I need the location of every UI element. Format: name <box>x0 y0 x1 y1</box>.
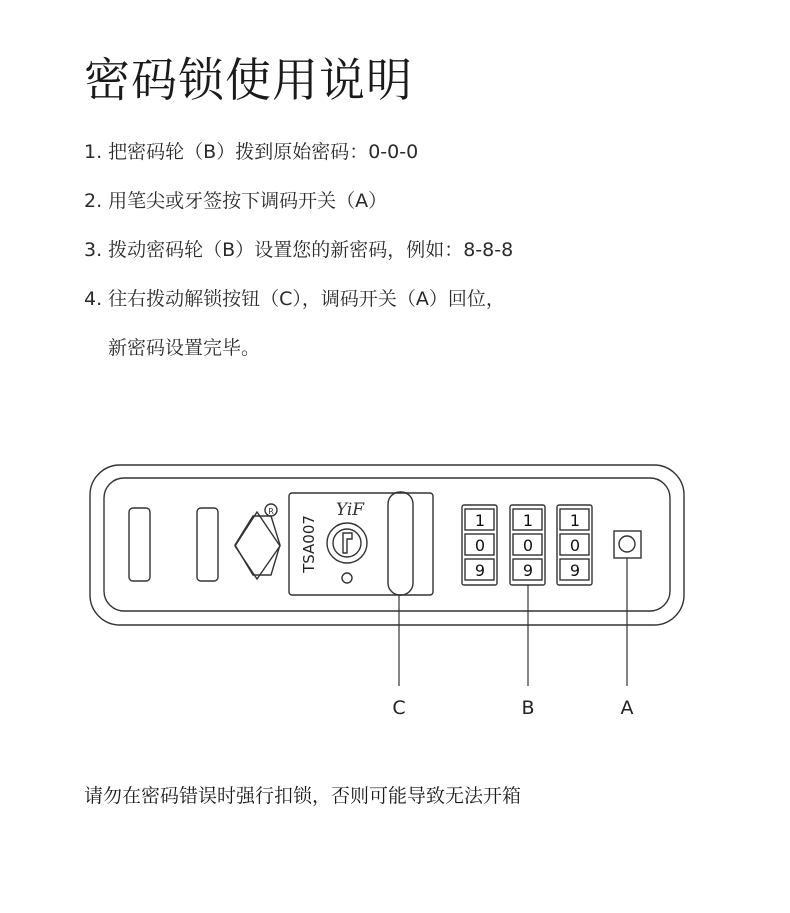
dial-2-top: 1 <box>522 511 534 530</box>
page-title: 密码锁使用说明 <box>84 53 413 107</box>
callout-label-b: B <box>521 697 535 719</box>
brand-logo: YiF <box>335 500 365 520</box>
step-4: 4. 往右拨动解锁按钮（C），调码开关（A）回位， <box>84 288 505 310</box>
step-1: 1. 把密码轮（B）拨到原始密码：0-0-0 <box>84 141 419 163</box>
warning-text: 请勿在密码错误时强行扣锁，否则可能导致无法开箱 <box>84 785 522 807</box>
step-2: 2. 用笔尖或牙签按下调码开关（A） <box>84 190 388 212</box>
dial-1-bottom: 9 <box>474 561 486 580</box>
lock-outer-body <box>90 465 684 625</box>
dial-2-mid: 0 <box>522 536 534 555</box>
step-4-continued: 新密码设置完毕。 <box>108 337 261 359</box>
keyhole-slot <box>343 533 352 553</box>
dial-1-top: 1 <box>474 511 486 530</box>
indicator-hole <box>342 573 352 583</box>
reset-switch-frame <box>614 531 641 558</box>
instruction-list <box>84 136 513 381</box>
lock-diagram <box>0 440 790 740</box>
dial-3-top: 1 <box>569 511 581 530</box>
unlock-slider <box>388 492 413 595</box>
model-label: TSA007 <box>300 515 318 573</box>
step-3: 3. 拨动密码轮（B）设置您的新密码，例如：8-8-8 <box>84 239 514 261</box>
callout-label-c: C <box>392 697 406 719</box>
dial-3-bottom: 9 <box>569 561 581 580</box>
dial-3-mid: 0 <box>569 536 581 555</box>
registered-mark: R <box>268 507 274 516</box>
dial-2-bottom: 9 <box>522 561 534 580</box>
lock-inner-plate <box>104 478 670 611</box>
callout-label-a: A <box>620 697 634 719</box>
left-slot-2 <box>197 508 218 581</box>
left-slot-1 <box>129 508 150 581</box>
reset-switch-button <box>619 536 635 552</box>
dial-1-mid: 0 <box>474 536 486 555</box>
hexagon-emblem <box>235 516 280 575</box>
